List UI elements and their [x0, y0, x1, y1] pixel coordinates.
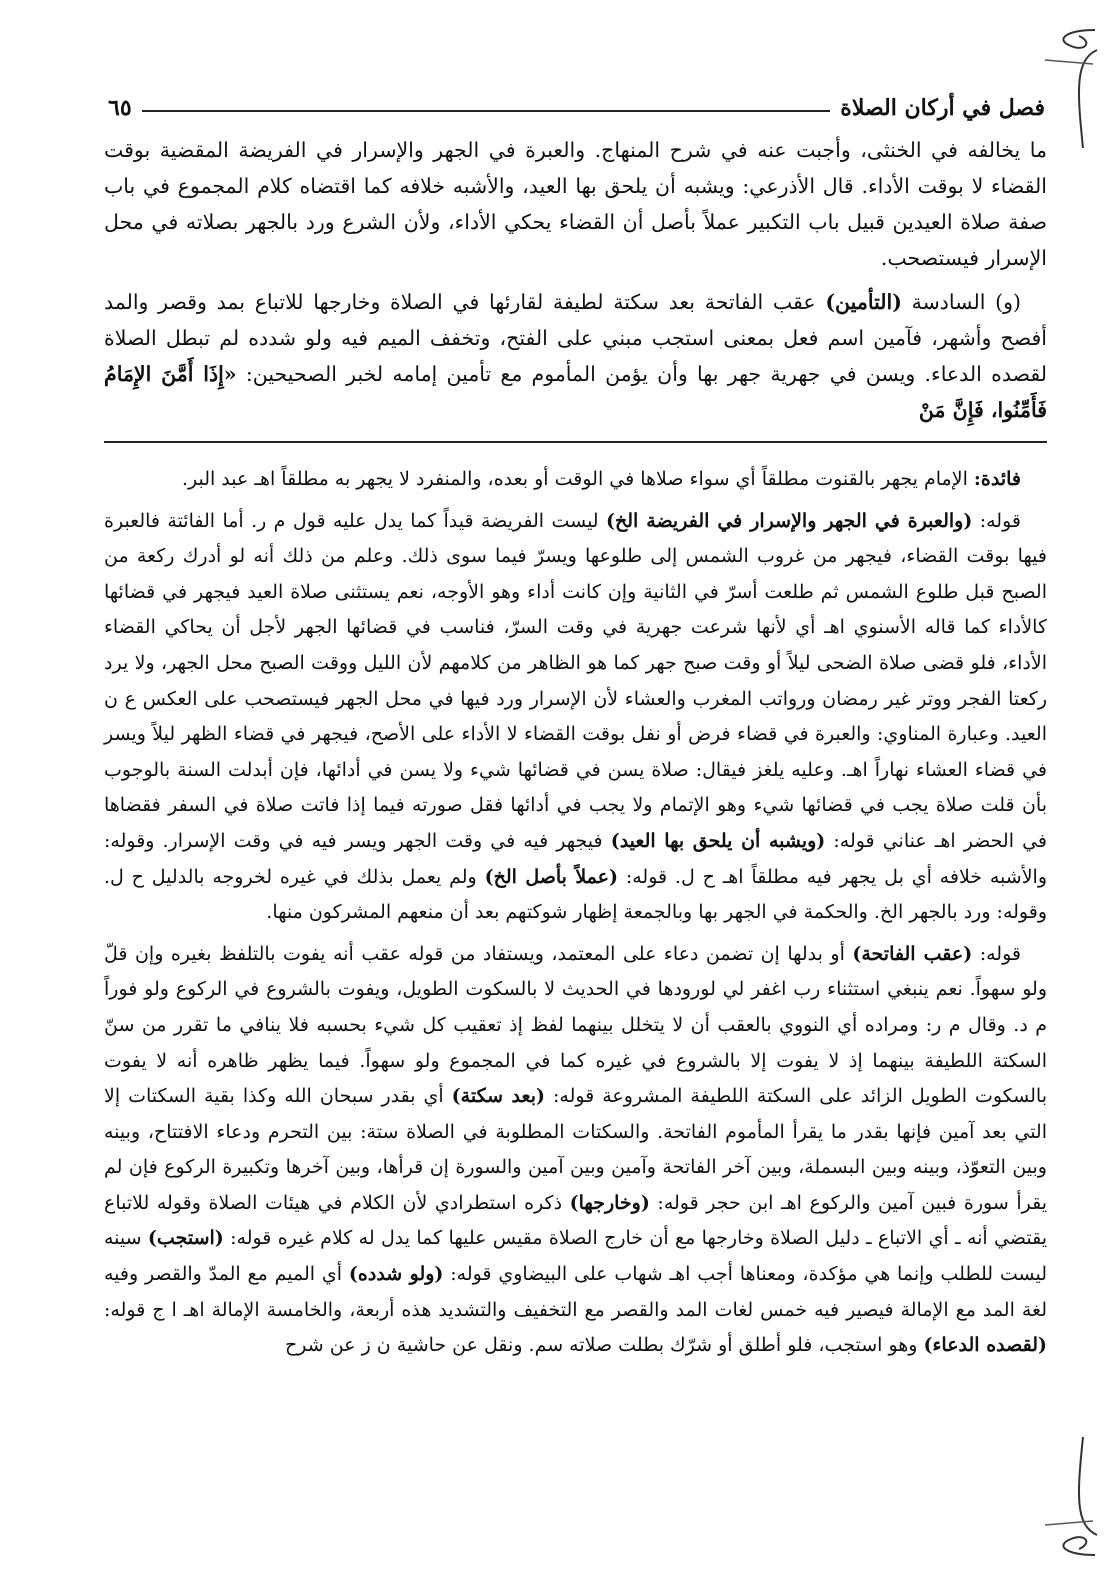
main-paragraph-1: ما يخالفه في الخنثى، وأجبت عنه في شرح المنهاج. والعبرة في الجهر والإسرار في الفريضة المقضية بوقت القضاء لا بوقت الأداء. قال الأذرعي: ويشبه أن يلحق بها العيد، والأشبه خلافه كما اقتضاه كلام المجموع في باب صفة صلاة العيدين قبيل باب التكبير عملاً بأصل أن القضاء يحكي الأداء، ولأن الشرع ورد بالجهر بصلاته في محل الإسرار فيستصحب.: [104, 138, 1047, 270]
main-paragraph-2: [104, 284, 1047, 428]
page-number: ٦٥: [108, 95, 132, 121]
corner-ornament-bottom-icon: [1035, 1435, 1099, 1565]
footnote-3-lemma: (استجب): [147, 1227, 224, 1250]
footnotes: [104, 462, 1047, 1370]
footnote-2-lemma: (ويشبه أن يلحق بها العيد): [610, 829, 826, 852]
footnote-3-lemma: (لقصده الدعاء): [923, 1334, 1047, 1357]
footnote-3-text: قوله:: [972, 942, 1021, 965]
footnote-2-lemma: (عملاً بأصل الخ): [484, 865, 618, 888]
footnote-3-lemma: (بعد سكتة): [451, 1085, 545, 1108]
footnote-3-text: ذكره استطرادي لأن الكلام في هيئات الصلاة وقوله للاتباع يقتضي أنه ـ أي الاتباع ـ دليل الصلاة وخارجها مع أن خارج الصلاة مقيس عليها كما يدل له كلام غيره قوله:: [104, 1191, 1047, 1250]
main-text: [104, 132, 1047, 436]
footnote-2-text: فيجهر فيه في وقت الجهر ويسر فيه في وقت الإسرار. وقوله: والأشبه خلافه أي بل يجهر فيه مطلقاً اهـ ح ل. قوله:: [104, 829, 1047, 888]
running-header: [108, 88, 1045, 128]
chapter-title: فصل في أركان الصلاة: [840, 95, 1045, 121]
footnote-1-text: الإمام يجهر بالقنوت مطلقاً أي سواء صلاها في الوقت أو بعده، والمنفرد لا يجهر به مطلقاً اهـ عبد البر.: [181, 468, 974, 490]
footnote-divider: [104, 441, 1047, 443]
corner-ornament-top-icon: [1035, 20, 1099, 150]
footnote-3-lemma: (ولو شدده): [348, 1263, 444, 1286]
footnote-1-label: فائدة:: [973, 468, 1021, 490]
footnote-3-text: وهو استجب، فلو أطلق أو شرّك بطلت صلاته سم. ونقل عن حاشية ن ز عن شرح: [285, 1334, 924, 1357]
footnote-2-text: قوله:: [972, 509, 1021, 532]
footnote-3-text: أي بقدر سبحان الله وكذا بقية السكتات إلا التي بعد آمين فإنها بقدر ما يقرأ المأموم الفاتحة. والسكتات المطلوبة في الصلاة ستة: بين التحرم ودعاء الافتتاح، وبينه وبين التعوّذ، وبينه وبين البسملة، وبين آخر الفاتحة وآمين وبين آمين والسورة إن قرأها، وبين آخرها وتكبيرة الركوع فإن لم يقرأ سورة فبين آمين والركوع اهـ ابن حجر قوله:: [104, 1085, 1047, 1214]
footnote-3-lemma: (عقب الفاتحة): [852, 942, 973, 965]
footnote-2: [104, 504, 1047, 931]
hadith-quote: «إِذَا أَمَّنَ الإِمَامُ فَأَمِّنُوا، فَإِنَّ مَنْ: [104, 362, 1047, 422]
footnote-3-text: سينه ليست للطلب وإنما هي مؤكدة، ومعناها أجب اهـ شهاب على البيضاوي قوله:: [104, 1227, 1047, 1286]
footnote-3: [104, 937, 1047, 1364]
footnote-3-text: أي الميم مع المدّ والقصر وفيه لغة المد مع الإمالة فيصير فيه خمس لغات المد والقصر مع التخفيف والتشديد هذه أربعة، والخامسة الإمالة اهـ ا ج قوله:: [104, 1263, 1047, 1321]
footnote-2-lemma: (والعبرة في الجهر والإسرار في الفريضة الخ): [605, 509, 973, 532]
main-p2-text: عقب الفاتحة بعد سكتة لطيفة لقارئها في الصلاة وخارجها للاتباع بمد وقصر والمد أفصح وأشهر، فآمين اسم فعل بمعنى استجب مبني على الفتح، وتخفف الميم فيه ولو شدده لم تبطل الصلاة لقصده الدعاء. ويسن في جهرية جهر بها وأن يؤمن المأموم مع تأمين إمامه لخبر الصحيحين:: [104, 290, 1047, 386]
footnote-3-lemma: (وخارجها): [569, 1191, 650, 1214]
main-p2-prefix: (و) السادسة: [901, 290, 1021, 314]
footnote-1: [104, 462, 1047, 498]
header-rule: [142, 110, 831, 112]
main-p2-bold: (التأمين): [825, 290, 902, 314]
footnote-2-text: ليست الفريضة قيداً كما يدل عليه قول م ر. أما الفائتة فالعبرة فيها بوقت القضاء، فيجهر من غروب الشمس إلى طلوعها ويسرّ فيما سوى ذلك. وعلم من ذلك أنه لو أدرك ركعة من الصبح قبل طلوع الشمس ثم طلعت أسرّ في الثانية وإن كانت أداء وهو الأوجه، نعم يستثنى صلاة العيد فيجهر في قضائها كالأداء كما قاله الأسنوي اهـ أي لأنها شرعت جهرية في وقت السرّ، فناسب في قضائها الجهر لأجل أن يحاكي القضاء الأداء، فلو قضى صلاة الضحى ليلاً أو وقت صبح جهر كما هو الظاهر من كلامهم لأن الليل ووقت الصبح محل الجهر، ولا يرد ركعتا الفجر ووتر غير رمضان ورواتب المغرب والعشاء لأن الإسرار ورد فيها في محل الجهر فيستصحب على العكس ع ن العيد. وعبارة المناوي: والعبرة في قضاء فرض أو نفل بوقت القضاء لا الأداء على الأصح، فيجهر في قضاء الظهر ليلاً ويسر في قضاء العشاء نهاراً اهـ. وعليه يلغز فيقال: صلاة يسن في قضائها شيء ولا يسن في أدائها، فإن أبدلت السنة بالوجوب بأن قلت صلاة يجب في قضائها شيء وهو الإتمام ولا يجب في أدائها فقل صورته فيما إذا فاتت صلاة في السفر فقضاها في الحضر اهـ عناني قوله:: [104, 509, 1047, 852]
footnote-3-text: أو بدلها إن تضمن دعاء على المعتمد، ويستفاد من قوله عقب أنه يفوت بالتلفظ بغيره وإن قلّ ولو سهواً. نعم ينبغي استثناء رب اغفر لي لورودها في الحديث لا بالسكوت الطويل، ويفوت بالشروع في الركوع ولو فوراً م د. وقال م ر: ومراده أي النووي بالعقب أن لا يتخلل بينهما لفظ إذ تعقيب كل شيء بحسبه فلا ينافي ما تقرر من سنّ السكتة اللطيفة بينهما إذ لا يفوت إلا بالشروع في غيره كما في المجموع ولو سهواً. فيما يظهر ظاهره أنه لا يفوت بالسكوت الطويل الزائد على السكتة اللطيفة المشروعة قوله:: [104, 942, 1047, 1108]
footnote-2-text: ولم يعمل بذلك في غيره لخروجه بالدليل ح ل. وقوله: ورد بالجهر الخ. والحكمة في الجهر بها وبالجمعة إظهار شوكتهم بعد أن منعهم المشركون منها.: [104, 865, 1047, 924]
